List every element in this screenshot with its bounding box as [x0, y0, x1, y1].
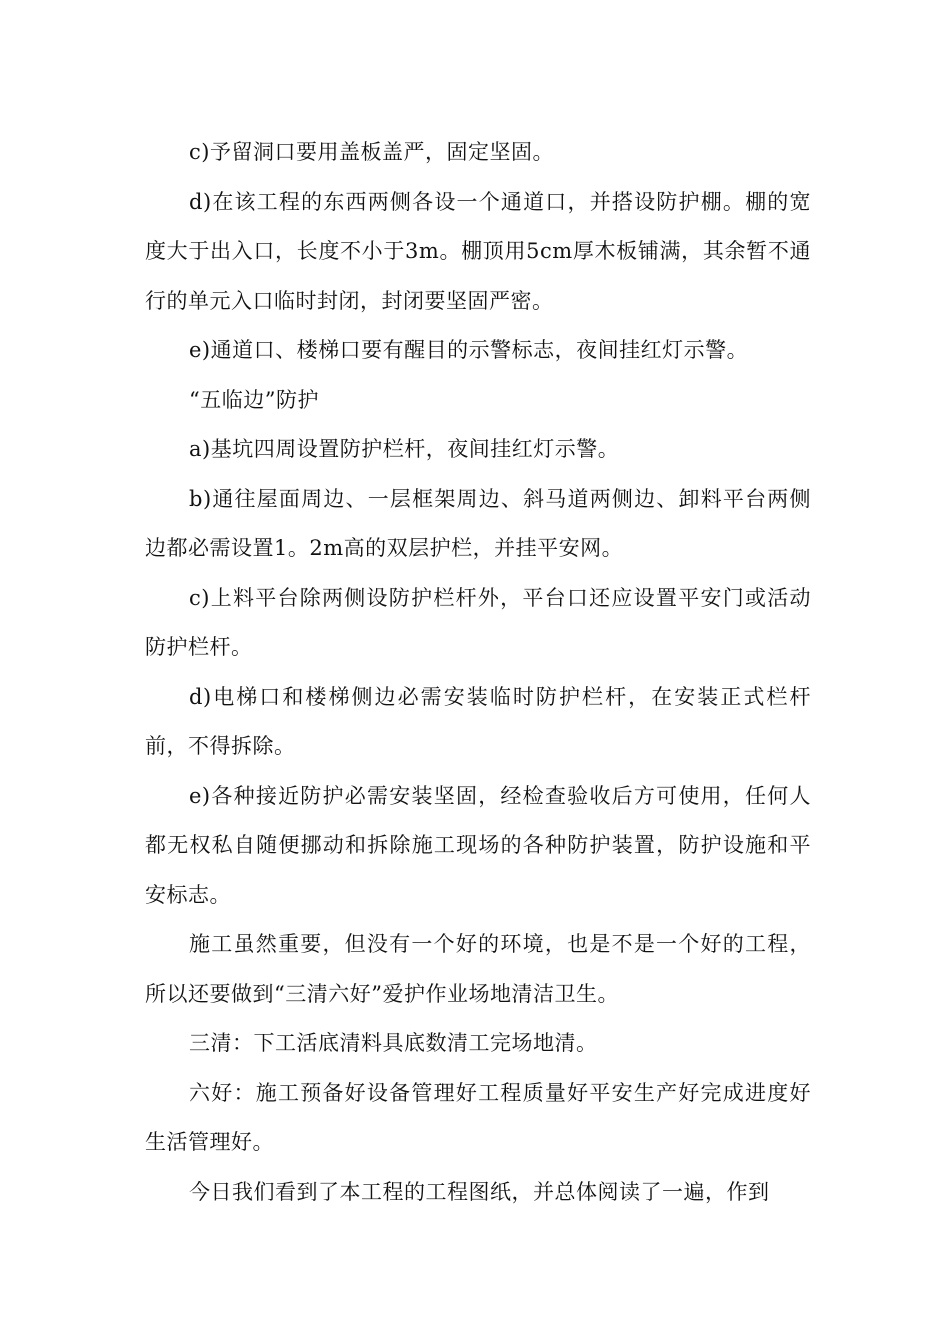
section-heading-five-edges: “五临边”防护: [189, 387, 319, 412]
paragraph-six-goods: 六好：施工预备好设备管理好工程质量好平安生产好完成进度好生活管理好。: [145, 1080, 811, 1154]
document-body: [145, 128, 811, 1217]
paragraph-double-guardrails: b)通往屋面周边、一层框架周边、斜马道两侧边、卸料平台两侧边都必需设置1。2m高的双层护栏，并挂平安网。: [145, 486, 811, 560]
paragraph-elevator-stair-railings: d)电梯口和楼梯侧边必需安装临时防护栏杆，在安装正式栏杆前，不得拆除。: [145, 684, 811, 758]
paragraph-passage-openings: d)在该工程的东西两侧各设一个通道口，并搭设防护棚。棚的宽度大于出入口，长度不小于3m。棚顶用5cm厚木板铺满，其余暂不通行的单元入口临时封闭，封闭要坚固严密。: [145, 189, 811, 313]
paragraph-reserved-openings: c)予留洞口要用盖板盖严，固定坚固。: [189, 140, 554, 164]
paragraph-loading-platform: c)上料平台除两侧设防护栏杆外，平台口还应设置平安门或活动防护栏杆。: [145, 585, 811, 659]
paragraph-pit-railings: a)基坑四周设置防护栏杆，夜间挂红灯示警。: [189, 437, 620, 461]
paragraph-three-clears: 三清：下工活底清料具底数清工完场地清。: [189, 1031, 598, 1055]
paragraph-drawings-review: 今日我们看到了本工程的工程图纸，并总体阅读了一遍，作到: [189, 1179, 770, 1204]
paragraph-site-environment: 施工虽然重要，但没有一个好的环境，也是不是一个好的工程，所以还要做到“三清六好”爱护作业场地清洁卫生。: [145, 932, 811, 1006]
paragraph-warning-signs: e)通道口、楼梯口要有醒目的示警标志，夜间挂红灯示警。: [189, 338, 749, 362]
paragraph-protection-inspection: e)各种接近防护必需安装坚固，经检查验收后方可使用，任何人都无权私自随便挪动和拆除施工现场的各种防护装置，防护设施和平安标志。: [145, 783, 811, 907]
